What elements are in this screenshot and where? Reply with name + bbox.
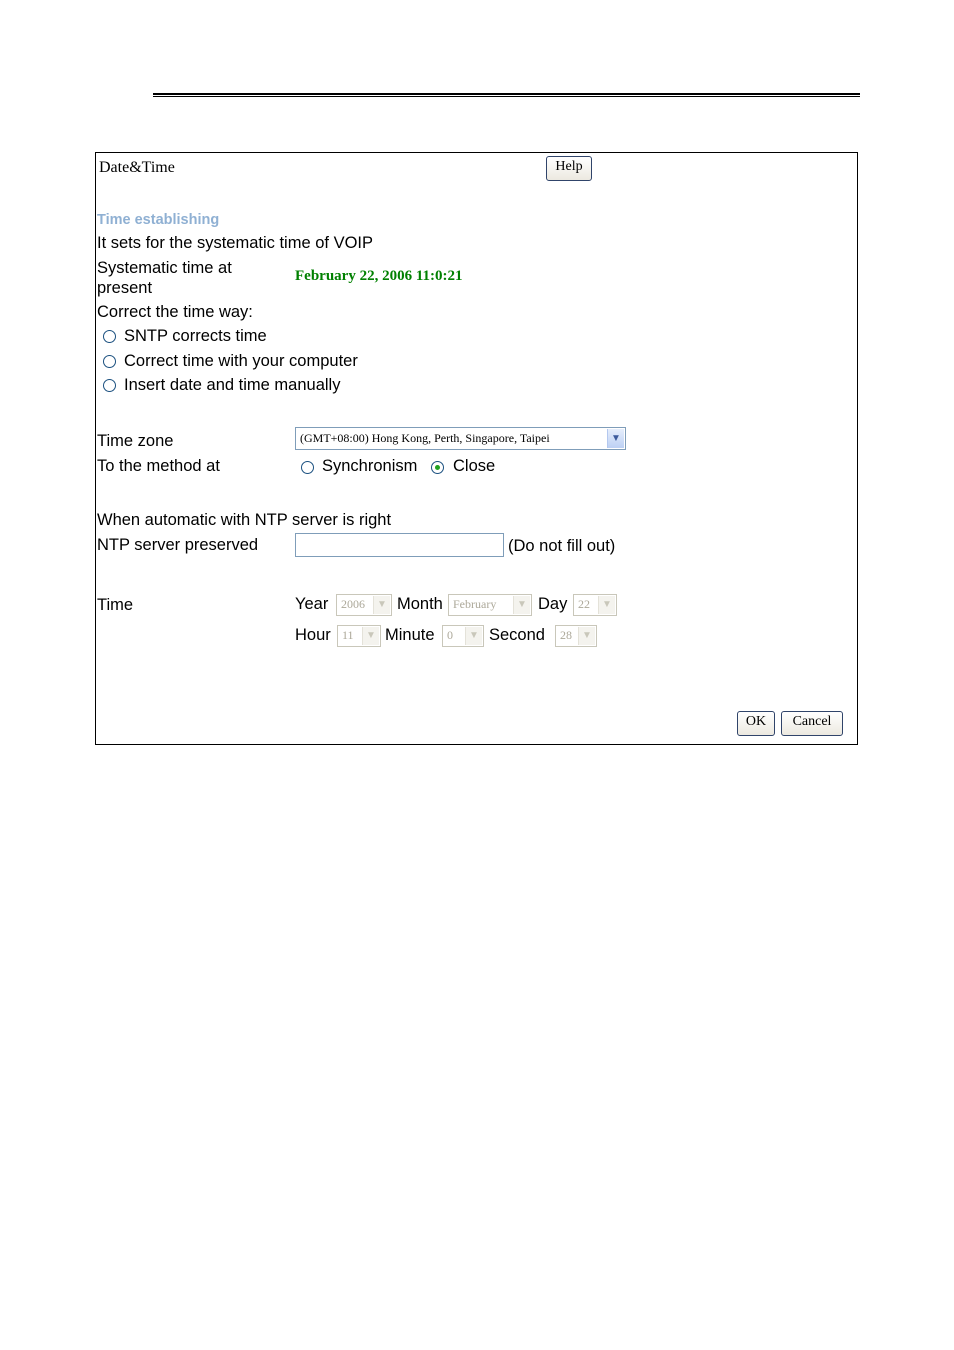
- time-label: Time: [97, 596, 134, 614]
- timezone-select[interactable]: [295, 427, 626, 450]
- radio-computer[interactable]: [103, 355, 116, 368]
- chevron-down-icon: ▼: [607, 429, 624, 448]
- page-title: Date&Time: [99, 159, 175, 176]
- current-time-value: February 22, 2006 11:0:21: [295, 268, 463, 284]
- chevron-down-icon: ▼: [465, 627, 482, 645]
- minute-select[interactable]: [442, 625, 484, 647]
- current-time-label-line2: present: [97, 279, 153, 297]
- chevron-down-icon: ▼: [578, 627, 595, 645]
- radio-sntp-label: SNTP corrects time: [124, 327, 267, 345]
- top-rule-thick: [153, 93, 860, 95]
- radio-synchronism[interactable]: [301, 461, 314, 474]
- ntp-hint: (Do not fill out): [508, 537, 616, 555]
- chevron-down-icon: ▼: [513, 596, 530, 614]
- radio-manual-label: Insert date and time manually: [124, 376, 341, 394]
- radio-synchronism-label: Synchronism: [322, 457, 418, 475]
- hour-label: Hour: [295, 626, 331, 644]
- ntp-label: NTP server preserved: [97, 536, 259, 554]
- second-select-value: 28: [560, 628, 572, 642]
- help-button[interactable]: Help: [546, 156, 592, 181]
- month-label: Month: [397, 595, 443, 613]
- chevron-down-icon: ▼: [373, 596, 390, 614]
- day-select-value: 22: [578, 597, 590, 611]
- timezone-select-value: (GMT+08:00) Hong Kong, Perth, Singapore, Taipei: [300, 431, 550, 445]
- top-rule-thin: [153, 96, 860, 97]
- month-select-value: February: [453, 597, 497, 611]
- radio-close[interactable]: [431, 461, 444, 474]
- section-description: It sets for the systematic time of VOIP: [97, 234, 374, 252]
- cancel-button[interactable]: Cancel: [781, 711, 843, 736]
- minute-select-value: 0: [447, 628, 453, 642]
- ok-button[interactable]: OK: [737, 711, 775, 736]
- chevron-down-icon: ▼: [598, 596, 615, 614]
- chevron-down-icon: ▼: [362, 627, 379, 645]
- ntp-note: When automatic with NTP server is right: [97, 511, 392, 529]
- timezone-label: Time zone: [97, 432, 174, 450]
- correct-way-label: Correct the time way:: [97, 303, 253, 321]
- second-select[interactable]: [555, 625, 597, 647]
- year-select-value: 2006: [341, 597, 365, 611]
- radio-sntp[interactable]: [103, 330, 116, 343]
- day-select[interactable]: [573, 594, 617, 616]
- method-label: To the method at: [97, 457, 220, 475]
- ntp-server-input[interactable]: [295, 533, 504, 557]
- minute-label: Minute: [385, 626, 435, 644]
- section-heading: Time establishing: [97, 212, 220, 228]
- radio-manual[interactable]: [103, 379, 116, 392]
- radio-computer-label: Correct time with your computer: [124, 352, 358, 370]
- hour-select-value: 11: [342, 628, 354, 642]
- second-label: Second: [489, 626, 545, 644]
- day-label: Day: [538, 595, 568, 613]
- date-time-panel: [95, 152, 858, 745]
- hour-select[interactable]: [337, 625, 381, 647]
- month-select[interactable]: [448, 594, 532, 616]
- year-select[interactable]: [336, 594, 392, 616]
- current-time-label-line1: Systematic time at: [97, 259, 232, 277]
- year-label: Year: [295, 595, 329, 613]
- radio-close-label: Close: [453, 457, 496, 475]
